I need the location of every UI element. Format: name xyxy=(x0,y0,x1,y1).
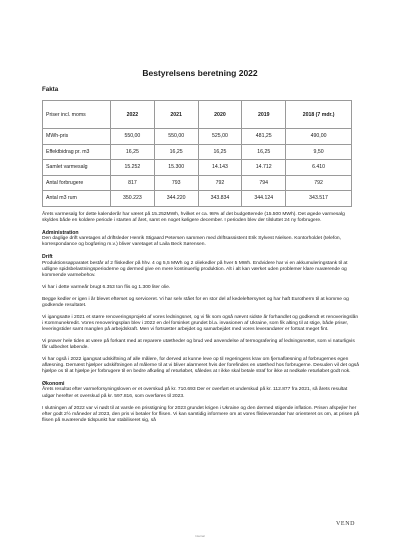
table-cell: 525,00 xyxy=(198,129,242,145)
classification-label: Internal xyxy=(195,534,205,538)
paragraph-operations-renovation: Vi igangsatte i 2021 et større renoveringsprojekt af vores ledningsnet, og vi fik som også nævnt sidste år forhandlet og godkendt et renoveringslån i Kommunekredit. Vores renoveringsplan blev i 2022 en del forsinket grundet bl.a. invasionen af Ukraine, som fik alting til at stige, både priser, leveringstider samt manglen på arbejdskraft. Men vi fortsætter arbejdet og samarbejdet med vores leverandører er fortsat meget fint. xyxy=(42,314,359,332)
table-cell: 16,25 xyxy=(198,144,242,160)
table-cell: 350.223 xyxy=(111,191,155,207)
section-heading-administration: Administration xyxy=(42,230,79,237)
table-cell: 792 xyxy=(286,175,352,191)
facts-table xyxy=(42,100,352,207)
paragraph-administration: Den daglige drift varetages af driftsleder Henrik Stigaard Petersen sammen med driftsassistent Erik Sylvest Nielsen. Kontorholdet (telefon, korrespondance og bogføring m.v.) bliver varetaget af Laila Beck Sørensen. xyxy=(42,236,342,248)
paragraph-heat-sales: Årets varmesalg for dette kalenderår har været på 15.252MWh, hvilket er ca. 98% af det budgetterede (15.500 MWh). Det øgede varmesalg skyldes både en koldere periode i starten af året, samt en noget køligere december. I perioden blev der tilsluttet 24 ny forbrugere. xyxy=(42,212,345,224)
table-row-label: MWh-pris xyxy=(43,129,111,145)
table-header-cell: 2019 xyxy=(242,101,286,129)
table-row xyxy=(43,144,352,160)
section-heading-economy: Økonomi xyxy=(42,381,65,388)
table-cell: 15.300 xyxy=(154,160,198,176)
paragraph-economy-result: Årets resultat efter varmeforsyningsloven er et overskud på kr. 710.693 Der er overført et underskud på kr. 112.877 fra 2021, så årets resultat udgør herefter et overskud på kr. 597.816, som overføres til 2023. xyxy=(42,387,348,399)
table-cell: 14.143 xyxy=(198,160,242,176)
table-cell: 794 xyxy=(242,175,286,191)
table-cell: 343.834 xyxy=(198,191,242,207)
table-cell: 550,00 xyxy=(154,129,198,145)
table-row-label: Samlet varmesalg xyxy=(43,160,111,176)
table-row-label: Antal forbrugere xyxy=(43,175,111,191)
table-cell: 6.410 xyxy=(286,160,352,176)
table-header-cell: 2021 xyxy=(154,101,198,129)
table-row xyxy=(43,129,352,145)
table-cell: 344.220 xyxy=(154,191,198,207)
table-cell: 343.517 xyxy=(286,191,352,207)
table-cell: 817 xyxy=(111,175,155,191)
turn-page-mark: VEND xyxy=(336,521,356,527)
table-cell: 792 xyxy=(198,175,242,191)
table-row xyxy=(43,191,352,207)
table-cell: 16,25 xyxy=(242,144,286,160)
page-title: Bestyrelsens beretning 2022 xyxy=(142,68,258,78)
table-header-cell: 2020 xyxy=(198,101,242,129)
table-cell: 15.252 xyxy=(111,160,155,176)
report-body xyxy=(42,212,360,430)
table-cell: 14.712 xyxy=(242,160,286,176)
table-header-row xyxy=(43,101,352,129)
paragraph-operations-fuel: Vi har i dette varmeår brugt 6.353 ton flis og 1.300 liter olie. xyxy=(42,284,171,290)
table-row xyxy=(43,175,352,191)
section-heading-facts: Fakta xyxy=(42,86,59,93)
paragraph-operations-thermography: Vi prøver hele tiden at være på forkant med at reparere utætheder og brud ved anvendelse af termografering af ledningsnettet, som vi naturligvis får udbedret løbende. xyxy=(42,339,355,351)
table-cell: 793 xyxy=(154,175,198,191)
table-cell: 9,50 xyxy=(286,144,352,160)
paragraph-operations-production: Produktionsapparatet består af 2 fliskedler på hhv. 4 og 5,5 MWh og 2 oliekedler på hver 5 MWh. Endvidere har vi en akkumuleringstank til at udligne spidsbelastningsperioderne og dermed give en mere kontinuerlig produktion. Alt i alt kan værket uden problemer klare nuværende og kommende varmebehov. xyxy=(42,260,348,278)
table-row-label: Antal m3 rum xyxy=(43,191,111,207)
table-cell: 16,25 xyxy=(111,144,155,160)
paragraph-operations-service: Begge kedler er igen i år blevet efterset og serviceret. Vi har selv stået for en stor del af kedeleftersynet og har haft Eurotherm til at komme og godkende resultatet. xyxy=(42,296,349,308)
table-cell: 550,00 xyxy=(111,129,155,145)
table-cell: 490,00 xyxy=(286,129,352,145)
table-header-cell: 2022 xyxy=(111,101,155,129)
table-row-label: Effektbidrag pr. m3 xyxy=(43,144,111,160)
section-heading-operations: Drift xyxy=(42,254,53,261)
table-row xyxy=(43,160,352,176)
table-cell: 16,25 xyxy=(154,144,198,160)
paragraph-operations-meters: Vi har også i 2022 igangsat udskiftning af alle målere, for derved at kunne leve op til regeringens krav om fjernaflæsning af forbrugernes egen aflæsning. Dernæst hjælper udskiftningen af målerne til at vi bliver alarmeret hvis der forefindes en utæthed hos forbrugerne. Desuden vil det også hjælpe os til at hjælpe jer forbrugere til en bedre afkøling af returløbet, således at I ikke skal betale straf for ikke at nedkøle returløbet godt nok. xyxy=(42,357,359,375)
table-header-cell: Priser incl. moms xyxy=(43,101,111,129)
table-cell: 344.124 xyxy=(242,191,286,207)
table-header-cell: 2018 (7 mdr.) xyxy=(286,101,352,129)
paragraph-economy-prices: I slutningen af 2022 var vi nødt til at varsle en prisstigning for 2023 grundet krigen i Ukraine og den dermed stigende inflation. Prisen afspejler her efter godt 2½ måneder af 2023, den pris vi betaler for flisen. Vi kan samtidig informere om at vores flisleverandør har orienteret os om, at prisen på flisen på nuværende tidspunkt har stabiliseret sig, så xyxy=(42,405,360,423)
table-cell: 481,25 xyxy=(242,129,286,145)
